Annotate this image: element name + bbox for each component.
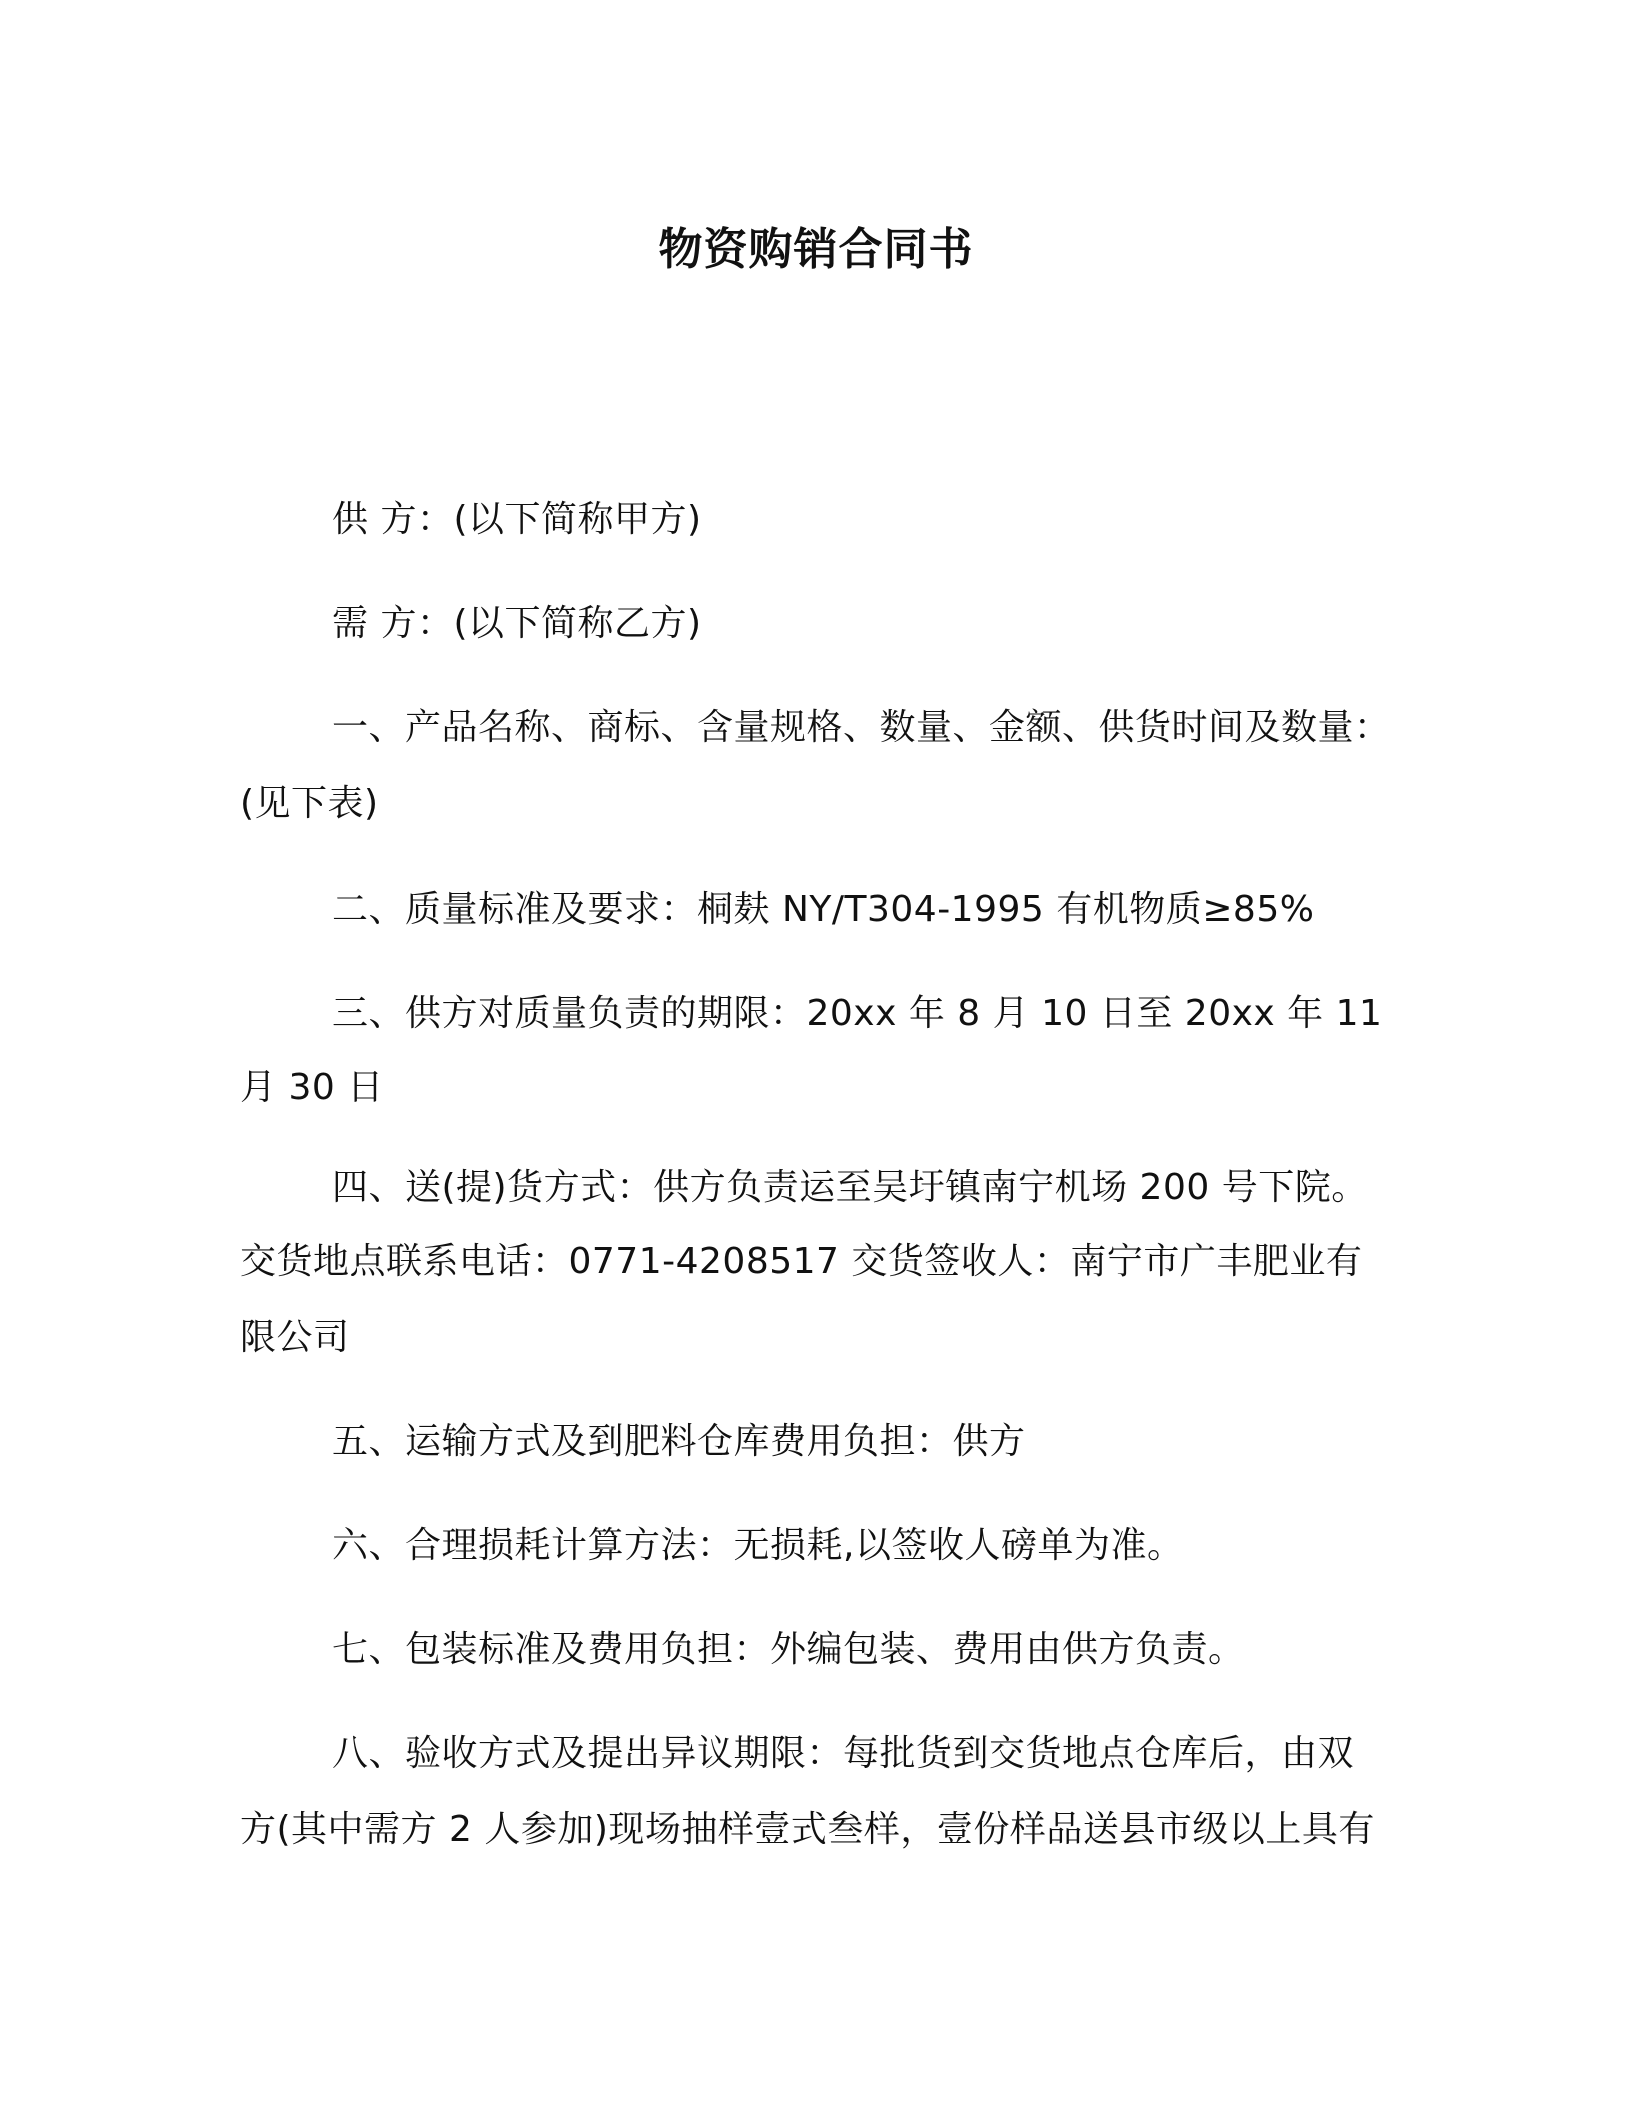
clause-4-line-3: 限公司 — [240, 1317, 350, 1358]
clause-1-line-1: 一、产品名称、商标、含量规格、数量、金额、供货时间及数量： — [332, 707, 1391, 748]
buyer-line: 需 方：(以下简称乙方) — [332, 603, 702, 644]
clause-2-line: 二、质量标准及要求：桐麸 NY/T304-1995 有机物质≥85% — [332, 889, 1315, 930]
clause-4-line-1: 四、送(提)货方式：供方负责运至吴圩镇南宁机场 200 号下院。 — [332, 1167, 1368, 1208]
clause-5-line: 五、运输方式及到肥料仓库费用负担：供方 — [332, 1421, 1026, 1462]
clause-4-line-2: 交货地点联系电话：0771-4208517 交货签收人：南宁市广丰肥业有 — [240, 1241, 1363, 1282]
clause-1-line-2: (见下表) — [240, 783, 379, 824]
clause-8-line-1: 八、验收方式及提出异议期限：每批货到交货地点仓库后，由双 — [332, 1733, 1355, 1774]
supplier-line: 供 方：(以下简称甲方) — [332, 499, 702, 540]
clause-8-line-2: 方(其中需方 2 人参加)现场抽样壹式叁样，壹份样品送县市级以上具有 — [240, 1809, 1375, 1850]
clause-6-line: 六、合理损耗计算方法：无损耗,以签收人磅单为准。 — [332, 1525, 1184, 1566]
document-title: 物资购销合同书 — [658, 224, 974, 275]
clause-3-line-1: 三、供方对质量负责的期限：20xx 年 8 月 10 日至 20xx 年 11 — [332, 993, 1383, 1034]
clause-3-line-2: 月 30 日 — [240, 1067, 384, 1108]
clause-7-line: 七、包装标准及费用负担：外编包装、费用由供方负责。 — [332, 1629, 1245, 1670]
